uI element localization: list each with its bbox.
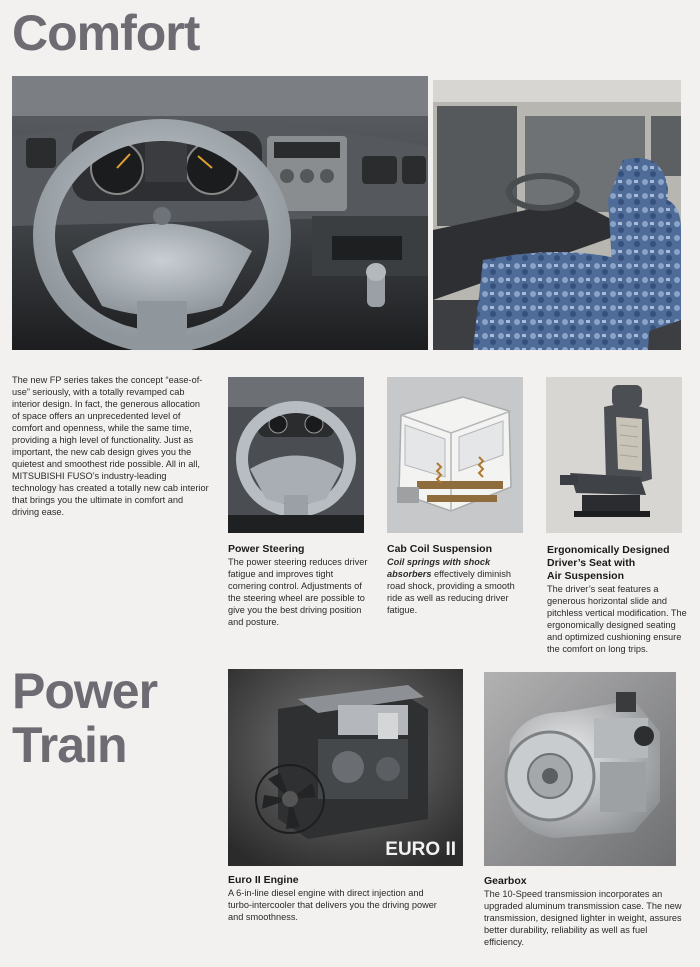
gearbox-text: The 10-Speed transmission incorporates an upgraded aluminum transmission case. The new transmission, designed lighter in weight, assures better durability, reliability as well as fuel efficiency. bbox=[484, 889, 682, 947]
engine-text: A 6-in-line diesel engine with direct injection and turbo-intercooler that delivers you the driving power and smoothness. bbox=[228, 888, 437, 922]
engine-caption bbox=[228, 874, 443, 923]
comfort-heading: Comfort bbox=[12, 5, 200, 61]
driver-seat-title-line2: Driver’s Seat with bbox=[547, 557, 636, 569]
euro-ii-badge: EURO II bbox=[385, 839, 456, 860]
driver-seat-photo bbox=[546, 377, 682, 533]
cab-suspension-photo bbox=[387, 377, 523, 533]
power-steering-photo bbox=[228, 377, 364, 533]
gearbox-photo bbox=[484, 672, 676, 866]
cab-suspension-body: effectively diminish road shock, providing a smooth ride as well as reducing driver fatigue. bbox=[387, 569, 515, 615]
cab-suspension-emphasis: Coil springs with shock absorbers bbox=[387, 557, 491, 579]
gearbox-caption bbox=[484, 875, 684, 948]
cab-suspension-text bbox=[387, 556, 523, 616]
driver-seat-caption bbox=[547, 544, 692, 655]
driver-seat-title-line3: Air Suspension bbox=[547, 570, 625, 582]
power-train-heading-line1: Power bbox=[12, 663, 158, 719]
power-steering-caption bbox=[228, 543, 368, 628]
engine-title: Euro II Engine bbox=[228, 874, 299, 886]
power-train-heading-line2: Train bbox=[12, 717, 127, 773]
cab-suspension-title: Cab Coil Suspension bbox=[387, 543, 493, 555]
driver-seat-text: The driver’s seat features a generous horizontal slide and pitchless vertical modification. The ergonomically designed seating and optimized cushioning ensure the comfort on long trips. bbox=[547, 584, 687, 654]
power-train-heading bbox=[12, 664, 157, 772]
power-steering-title: Power Steering bbox=[228, 543, 305, 555]
power-steering-text: The power steering reduces driver fatigue and improves tight cornering control. Adjustments of the steering wheel are possible to give you the best driving position and posture. bbox=[228, 557, 368, 627]
comfort-intro-text: The new FP series takes the concept “ease-of-use” seriously, with a totally revamped cab interior design. In fact, the generous allocation of space offers an unprecedented level of comfort and openness, while the same time, providing a high level of functionality. Just as important, the new cab design gives you the quietest and smoothest ride possible. All in all, MITSUBISHI FUSO’s industry-leading technology has created a totally new cab interior that brings you the ultimate in comfort and driving ease. bbox=[12, 375, 209, 517]
gearbox-title: Gearbox bbox=[484, 875, 527, 887]
driver-seat-title-line1: Ergonomically Designed bbox=[547, 544, 670, 556]
engine-photo bbox=[228, 669, 463, 866]
cab-suspension-caption bbox=[387, 543, 523, 616]
dashboard-photo bbox=[12, 76, 428, 350]
cab-interior-photo bbox=[433, 80, 681, 350]
